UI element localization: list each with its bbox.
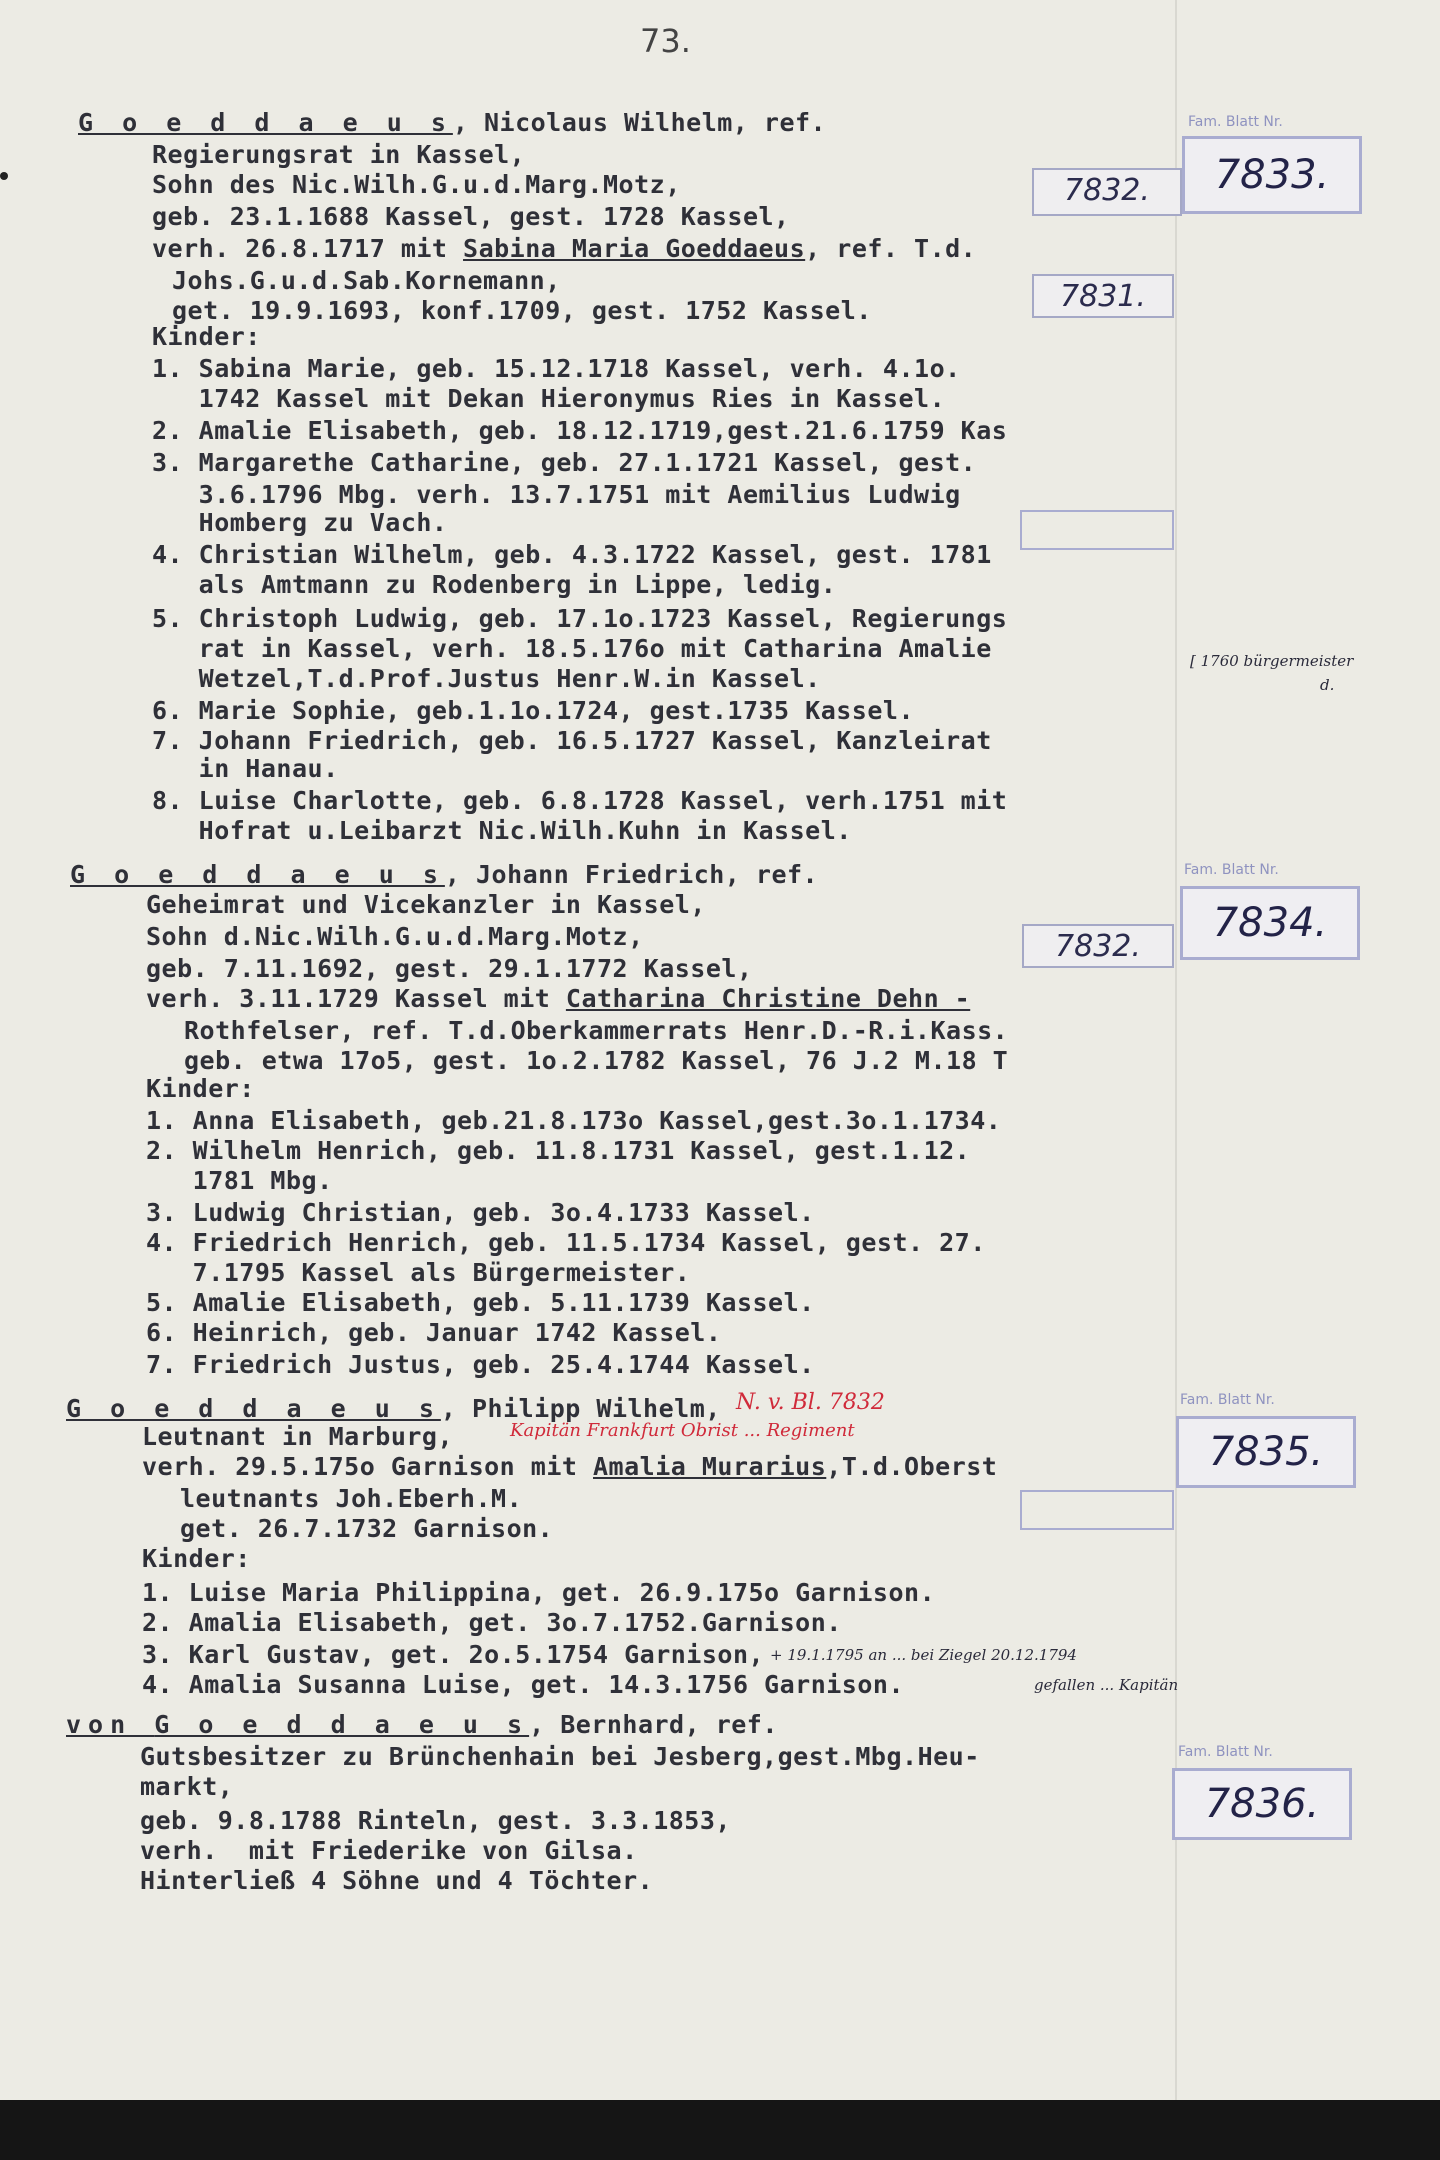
- entry4-family-sheet-box: 7836.: [1172, 1768, 1352, 1840]
- entry1-family-sheet-box: 7833.: [1182, 136, 1362, 214]
- entry1-spouse-ref-box: 7831.: [1032, 274, 1174, 318]
- fam-blatt-label: Fam. Blatt Nr.: [1184, 862, 1279, 878]
- entry1-child: 2. Amalie Elisabeth, geb. 18.12.1719,gest.21.6.1759 Kas: [152, 416, 1008, 445]
- entry1-line: Regierungsrat in Kassel,: [152, 140, 526, 169]
- entry1-spouse-line: verh. 26.8.1717 mit Sabina Maria Goeddaeus, ref. T.d.: [152, 234, 977, 263]
- entry2-child: 2. Wilhelm Henrich, geb. 11.8.1731 Kassel, gest.1.12.: [146, 1136, 971, 1165]
- entry2-header-rest: , Johann Friedrich, ref.: [444, 860, 819, 889]
- entry1-child: 1. Sabina Marie, geb. 15.12.1718 Kassel, verh. 4.1o.: [152, 354, 961, 383]
- entry3-spouse-detail: leutnants Joh.Eberh.M.: [180, 1484, 523, 1513]
- entry2-spouse-name: Catharina Christine Dehn -: [565, 984, 971, 1013]
- entry3-ink-note: gefallen ... Kapitän: [1034, 1676, 1179, 1694]
- entry1-child: 3.6.1796 Mbg. verh. 13.7.1751 mit Aemilius Ludwig: [152, 480, 961, 509]
- entry1-spouse-name: Sabina Maria Goeddaeus: [463, 234, 806, 263]
- entry2-kinder-label: Kinder:: [146, 1074, 255, 1103]
- entry1-child: 8. Luise Charlotte, geb. 6.8.1728 Kassel, verh.1751 mit: [152, 786, 1008, 815]
- entry1-margin-note: [ 1760 bürgermeister: [1190, 652, 1354, 670]
- fam-blatt-label: Fam. Blatt Nr.: [1188, 114, 1283, 130]
- entry2-surname: G o e d d a e u s: [70, 860, 445, 889]
- entry1-child: 1742 Kassel mit Dekan Hieronymus Ries in Kassel.: [152, 384, 946, 413]
- entry2-child: 4. Friedrich Henrich, geb. 11.5.1734 Kassel, gest. 27.: [146, 1228, 986, 1257]
- entry3-spouse-detail: get. 26.7.1732 Garnison.: [180, 1514, 554, 1543]
- entry4-header-rest: , Bernhard, ref.: [529, 1710, 778, 1739]
- scanner-bottom-edge: [0, 2100, 1440, 2160]
- entry1-spouse-detail: Johs.G.u.d.Sab.Kornemann,: [172, 266, 561, 295]
- entry2-line: Geheimrat und Vicekanzler in Kassel,: [146, 890, 706, 919]
- entry2-line: Sohn d.Nic.Wilh.G.u.d.Marg.Motz,: [146, 922, 644, 951]
- entry3-child: 4. Amalia Susanna Luise, get. 14.3.1756 Garnison.: [142, 1670, 905, 1699]
- entry1-empty-box: [1020, 510, 1174, 550]
- entry1-child: 6. Marie Sophie, geb.1.1o.1724, gest.1735 Kassel.: [152, 696, 915, 725]
- entry1-child: 7. Johann Friedrich, geb. 16.5.1727 Kassel, Kanzleirat: [152, 726, 992, 755]
- entry4-line: geb. 9.8.1788 Rinteln, gest. 3.3.1853,: [140, 1806, 731, 1835]
- entry4-surname: von G o e d d a e u s: [66, 1710, 530, 1739]
- entry1-line: geb. 23.1.1688 Kassel, gest. 1728 Kassel,: [152, 202, 790, 231]
- entry1-header-rest: , Nicolaus Wilhelm, ref.: [452, 108, 827, 137]
- entry2-family-sheet-box: 7834.: [1180, 886, 1360, 960]
- entry2-father-ref-box: 7832.: [1022, 924, 1174, 968]
- entry1-margin-note: d.: [1320, 676, 1335, 694]
- entry3-child: 3. Karl Gustav, get. 2o.5.1754 Garnison,: [142, 1640, 765, 1669]
- entry2-line: geb. 7.11.1692, gest. 29.1.1772 Kassel,: [146, 954, 753, 983]
- entry3-empty-box: [1020, 1490, 1174, 1530]
- entry3-red-note: N. v. Bl. 7832: [736, 1390, 885, 1415]
- entry2-child: 3. Ludwig Christian, geb. 3o.4.1733 Kassel.: [146, 1198, 815, 1227]
- entry3-line: Leutnant in Marburg,: [142, 1422, 454, 1451]
- entry1-child: rat in Kassel, verh. 18.5.176o mit Catharina Amalie: [152, 634, 992, 663]
- entry2-child: 1. Anna Elisabeth, geb.21.8.173o Kassel,gest.3o.1.1734.: [146, 1106, 1002, 1135]
- entry2-header: [70, 860, 818, 890]
- entry3-spouse-line: verh. 29.5.175o Garnison mit Amalia Murarius,T.d.Oberst: [142, 1452, 998, 1481]
- entry2-child: 7.1795 Kassel als Bürgermeister.: [146, 1258, 691, 1287]
- fam-blatt-label: Fam. Blatt Nr.: [1180, 1392, 1275, 1408]
- entry2-spouse-detail: Rothfelser, ref. T.d.Oberkammerrats Henr.D.-R.i.Kass.: [184, 1016, 1009, 1045]
- entry3-surname: G o e d d a e u s: [66, 1394, 441, 1423]
- entry1-child: 4. Christian Wilhelm, geb. 4.3.1722 Kassel, gest. 1781: [152, 540, 992, 569]
- entry1-child: Wetzel,T.d.Prof.Justus Henr.W.in Kassel.: [152, 664, 821, 693]
- entry3-spouse-name: Amalia Murarius: [593, 1452, 827, 1481]
- entry3-red-note: Kapitän Frankfurt Obrist ... Regiment: [510, 1420, 855, 1441]
- entry1-child: in Hanau.: [152, 754, 339, 783]
- entry1-father-ref-box: 7832.: [1032, 168, 1182, 216]
- entry1-child: Hofrat u.Leibarzt Nic.Wilh.Kuhn in Kassel.: [152, 816, 852, 845]
- entry2-spouse-detail: geb. etwa 17o5, gest. 1o.2.1782 Kassel, 76 J.2 M.18 T: [184, 1046, 1009, 1075]
- entry3-kinder-label: Kinder:: [142, 1544, 251, 1573]
- entry1-header: [78, 108, 826, 138]
- entry3-header-rest: , Philipp Wilhelm,: [440, 1394, 721, 1423]
- entry2-child: 6. Heinrich, geb. Januar 1742 Kassel.: [146, 1318, 722, 1347]
- entry3-child: 1. Luise Maria Philippina, get. 26.9.175o Garnison.: [142, 1578, 936, 1607]
- entry1-child: 5. Christoph Ludwig, geb. 17.1o.1723 Kassel, Regierungs: [152, 604, 1008, 633]
- page-number: 73.: [640, 22, 691, 60]
- entry1-child: 3. Margarethe Catharine, geb. 27.1.1721 Kassel, gest.: [152, 448, 977, 477]
- entry4-header: [66, 1710, 778, 1740]
- entry1-kinder-label: Kinder:: [152, 322, 261, 351]
- entry3-ink-note: + 19.1.1795 an ... bei Ziegel 20.12.1794: [770, 1646, 1077, 1664]
- entry2-child: 5. Amalie Elisabeth, geb. 5.11.1739 Kassel.: [146, 1288, 815, 1317]
- entry3-family-sheet-box: 7835.: [1176, 1416, 1356, 1488]
- entry4-line: verh. mit Friederike von Gilsa.: [140, 1836, 638, 1865]
- entry4-line: Hinterließ 4 Söhne und 4 Töchter.: [140, 1866, 654, 1895]
- entry4-line: markt,: [140, 1772, 234, 1801]
- fam-blatt-label: Fam. Blatt Nr.: [1178, 1744, 1273, 1760]
- entry3-child: 2. Amalia Elisabeth, get. 3o.7.1752.Garnison.: [142, 1608, 842, 1637]
- entry1-surname: G o e d d a e u s: [78, 108, 453, 137]
- entry4-line: Gutsbesitzer zu Brünchenhain bei Jesberg,gest.Mbg.Heu-: [140, 1742, 980, 1771]
- entry1-child: Homberg zu Vach.: [152, 508, 448, 537]
- entry2-child: 7. Friedrich Justus, geb. 25.4.1744 Kassel.: [146, 1350, 815, 1379]
- entry1-spouse-detail: get. 19.9.1693, konf.1709, gest. 1752 Kassel.: [172, 296, 872, 325]
- entry2-spouse-line: verh. 3.11.1729 Kassel mit Catharina Christine Dehn -: [146, 984, 971, 1013]
- punch-mark: [0, 172, 8, 180]
- entry1-child: als Amtmann zu Rodenberg in Lippe, ledig.: [152, 570, 837, 599]
- entry1-line: Sohn des Nic.Wilh.G.u.d.Marg.Motz,: [152, 170, 681, 199]
- entry2-child: 1781 Mbg.: [146, 1166, 333, 1195]
